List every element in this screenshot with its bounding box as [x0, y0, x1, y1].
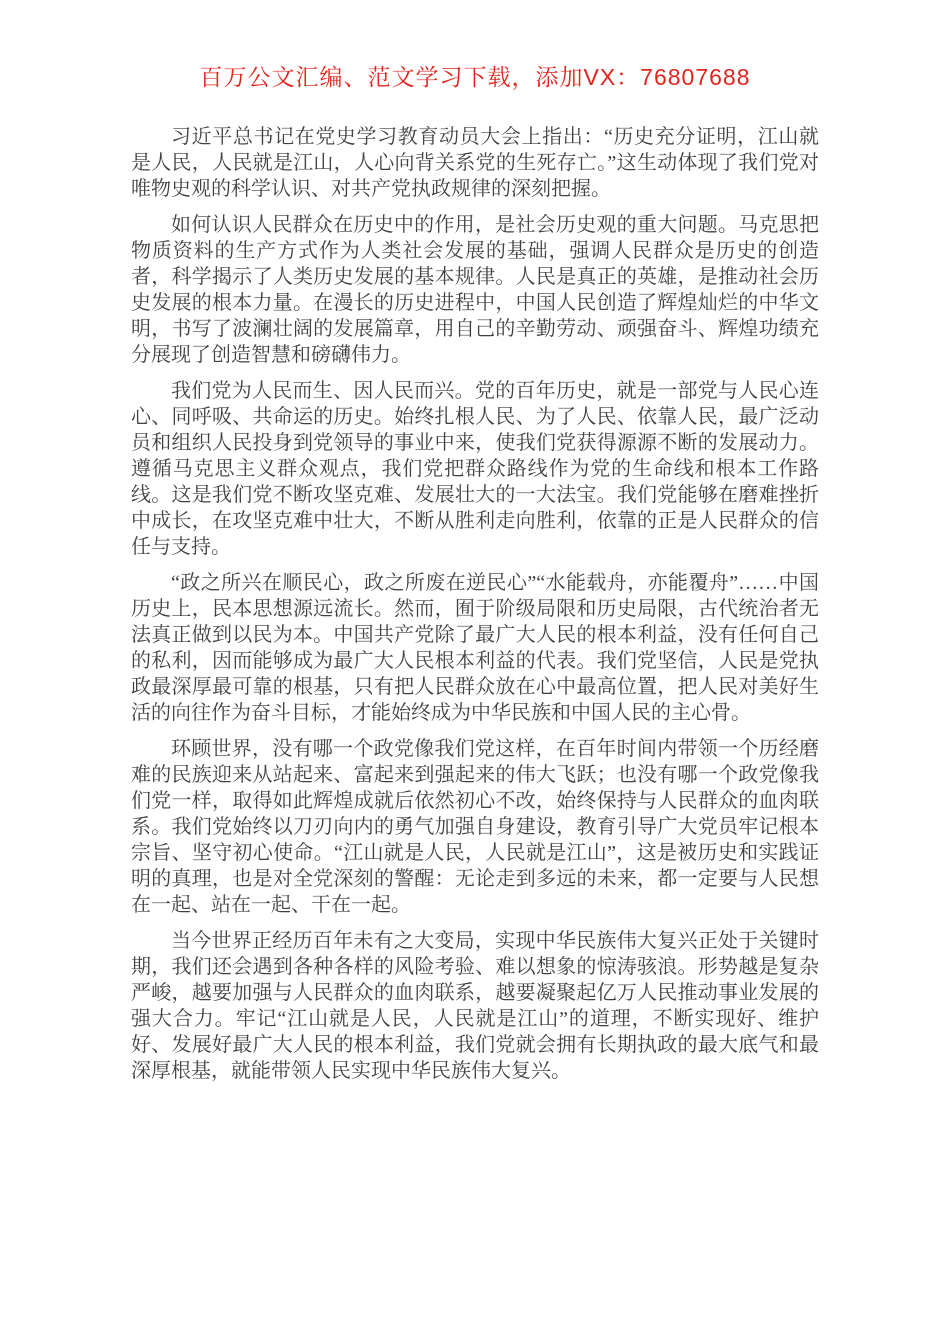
paragraph: “政之所兴在顺民心，政之所废在逆民心”“水能载舟，亦能覆舟”……中国历史上，民本思想源远流长。然而，囿于阶级局限和历史局限，古代统治者无法真正做到以民为本。中国共产党除了最广大人民的根本利益，没有任何自己的私利，因而能够成为最广大人民根本利益的代表。我们党坚信，人民是党执政最深厚最可靠的根基，只有把人民群众放在心中最高位置，把人民对美好生活的向往作为奋斗目标，才能始终成为中华民族和中国人民的主心骨。: [131, 572, 819, 724]
document-body: [131, 124, 819, 1084]
promo-header-text: 百万公文汇编、范文学习下载，添加VX：76807688: [199, 64, 751, 90]
paragraph: 如何认识人民群众在历史中的作用，是社会历史观的重大问题。马克思把物质资料的生产方式作为人类社会发展的基础，强调人民群众是历史的创造者，科学揭示了人类历史发展的基本规律。人民是真正的英雄，是推动社会历史发展的根本力量。在漫长的历史进程中，中国人民创造了辉煌灿烂的中华文明，书写了波澜壮阔的发展篇章，用自己的辛勤劳动、顽强奋斗、辉煌功绩充分展现了创造智慧和磅礴伟力。: [131, 214, 819, 366]
paragraph: 我们党为人民而生、因人民而兴。党的百年历史，就是一部党与人民心连心、同呼吸、共命运的历史。始终扎根人民、为了人民、依靠人民，最广泛动员和组织人民投身到党领导的事业中来，使我们党获得源源不断的发展动力。遵循马克思主义群众观点，我们党把群众路线作为党的生命线和根本工作路线。这是我们党不断攻坚克难、发展壮大的一大法宝。我们党能够在磨难挫折中成长，在攻坚克难中壮大，不断从胜利走向胜利，依靠的正是人民群众的信任与支持。: [131, 380, 819, 558]
paragraph: 习近平总书记在党史学习教育动员大会上指出：“历史充分证明，江山就是人民，人民就是江山，人心向背关系党的生死存亡。”这生动体现了我们党对唯物史观的科学认识、对共产党执政规律的深刻把握。: [131, 126, 819, 200]
paragraph: 当今世界正经历百年未有之大变局，实现中华民族伟大复兴正处于关键时期，我们还会遇到各种各样的风险考验、难以想象的惊涛骇浪。形势越是复杂严峻，越要加强与人民群众的血肉联系，越要凝聚起亿万人民推动事业发展的强大合力。牢记“江山就是人民，人民就是江山”的道理，不断实现好、维护好、发展好最广大人民的根本利益，我们党就会拥有长期执政的最大底气和最深厚根基，就能带领人民实现中华民族伟大复兴。: [131, 930, 819, 1082]
paragraph: 环顾世界，没有哪一个政党像我们党这样，在百年时间内带领一个历经磨难的民族迎来从站起来、富起来到强起来的伟大飞跃；也没有哪一个政党像我们党一样，取得如此辉煌成就后依然初心不改，始终保持与人民群众的血肉联系。我们党始终以刀刃向内的勇气加强自身建设，教育引导广大党员牢记根本宗旨、坚守初心使命。“江山就是人民，人民就是江山”，这是被历史和实践证明的真理，也是对全党深刻的警醒：无论走到多远的未来，都一定要与人民想在一起、站在一起、干在一起。: [131, 738, 819, 916]
